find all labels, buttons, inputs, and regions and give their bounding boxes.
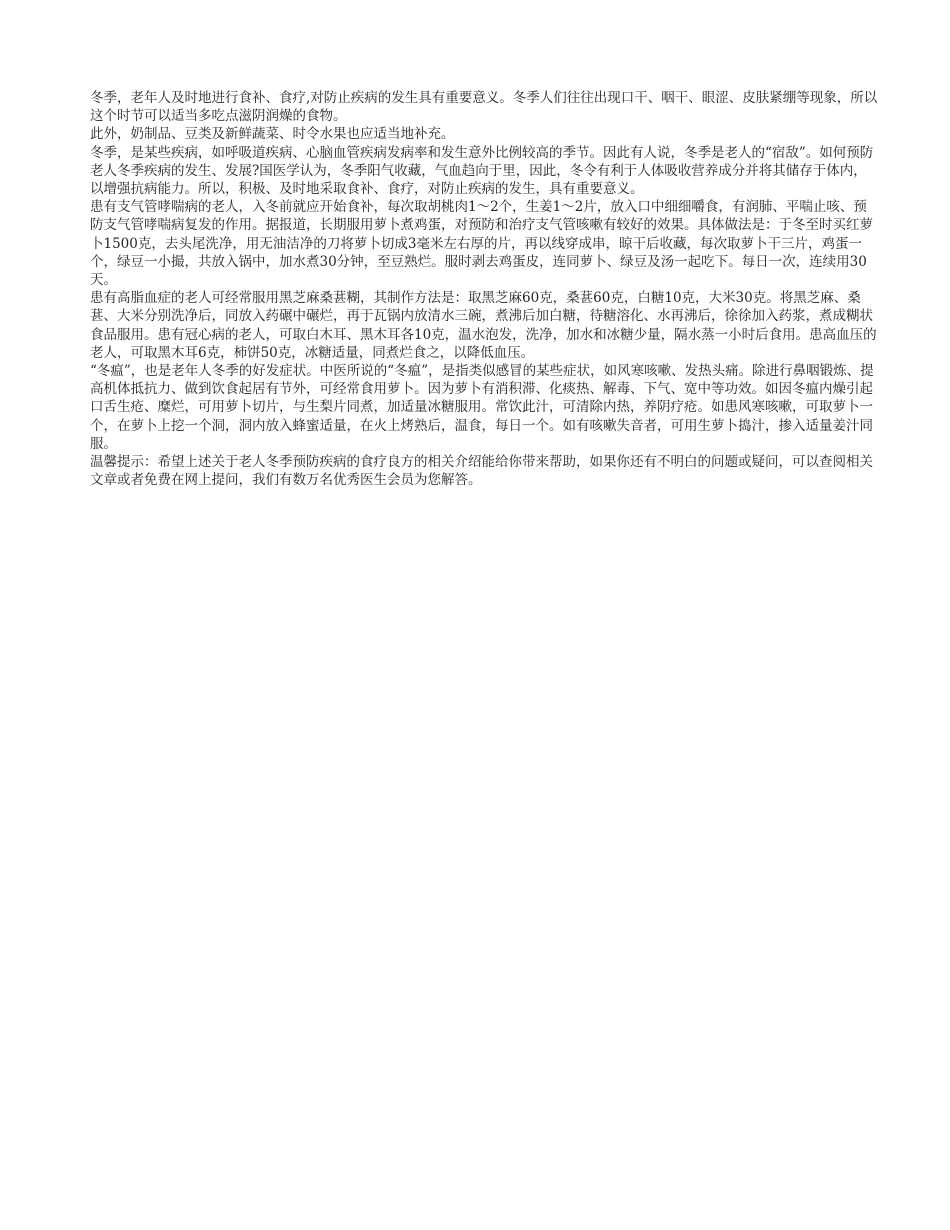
- paragraph-hyperlipidemia: 患有高脂血症的老人可经常服用黑芝麻桑葚糊，其制作方法是：取黑芝麻60克，桑葚60克，白糖10克，大米30克。将黑芝麻、桑葚、大米分别洗净后，同放入药碾中碾烂，再于瓦锅内放清水三碗，煮沸后加白糖，待糖溶化、水再沸后，徐徐加入药浆，煮成糊状食品服用。患有冠心病的老人，可取白木耳、黑木耳各10克，温水泡发，洗净，加水和冰糖少量，隔水蒸一小时后食用。患高血压的老人，可取黑木耳6克，柿饼50克，冰糖适量，同煮烂食之，以降低血压。: [90, 290, 877, 361]
- paragraph-asthma: 患有支气管哮喘病的老人，入冬前就应开始食补，每次取胡桃肉1～2个，生姜1～2片，放入口中细细嚼食，有润肺、平喘止咳、预防支气管哮喘病复发的作用。据报道，长期服用萝卜煮鸡蛋，对预防和治疗支气管咳嗽有较好的效果。具体做法是：于冬至时买红萝卜1500克，去头尾洗净，用无油洁净的刀将萝卜切成3毫米左右厚的片，再以线穿成串，晾干后收藏，每次取萝卜干三片，鸡蛋一个，绿豆一小撮，共放入锅中，加水煮30分钟，至豆熟烂。服时剥去鸡蛋皮，连同萝卜、绿豆及汤一起吃下。每日一次，连续用30天。: [90, 199, 873, 289]
- paragraph-supplement: 此外，奶制品、豆类及新鲜蔬菜、时令水果也应适当地补充。: [90, 126, 455, 143]
- paragraph-tip: 温馨提示：希望上述关于老人冬季预防疾病的食疗良方的相关介绍能给你带来帮助，如果你还有不明白的问题或疑问，可以查阅相关文章或者免费在网上提问，我们有数万名优秀医生会员为您解答。: [90, 454, 873, 489]
- paragraph-intro: 冬季，老年人及时地进行食补、食疗,对防止疾病的发生具有重要意义。冬季人们往往出现口干、咽干、眼涩、皮肤紧绷等现象，所以这个时节可以适当多吃点滋阴润燥的食物。: [90, 90, 878, 125]
- paragraph-winter-plague: “冬瘟”，也是老年人冬季的好发症状。中医所说的“冬瘟”，是指类似感冒的某些症状，如风寒咳嗽、发热头痛。除进行鼻咽锻炼、提高机体抵抗力、做到饮食起居有节外，可经常食用萝卜。因为萝卜有消积滞、化痰热、解毒、下气、宽中等功效。如因冬瘟内燥引起口舌生疮、糜烂，可用萝卜切片，与生梨片同煮，加适量冰糖服用。常饮此汁，可清除内热，养阴疗疮。如患风寒咳嗽，可取萝卜一个，在萝卜上挖一个洞，洞内放入蜂蜜适量，在火上烤熟后，温食，每日一个。如有咳嗽失音者，可用生萝卜捣汁，掺入适量姜汁同服。: [90, 363, 874, 452]
- paragraph-winter-diseases: 冬季，是某些疾病，如呼吸道疾病、心脑血管疾病发病率和发生意外比例较高的季节。因此有人说，冬季是老人的“宿敌”。如何预防老人冬季疾病的发生、发展?国医学认为，冬季阳气收藏，气血趋向于里，因此，冬令有利于人体吸收营养成分并将其储存于体内，以增强抗病能力。所以，积极、及时地采取食补、食疗，对防止疾病的发生，具有重要意义。: [90, 144, 874, 198]
- document-body: [90, 89, 880, 489]
